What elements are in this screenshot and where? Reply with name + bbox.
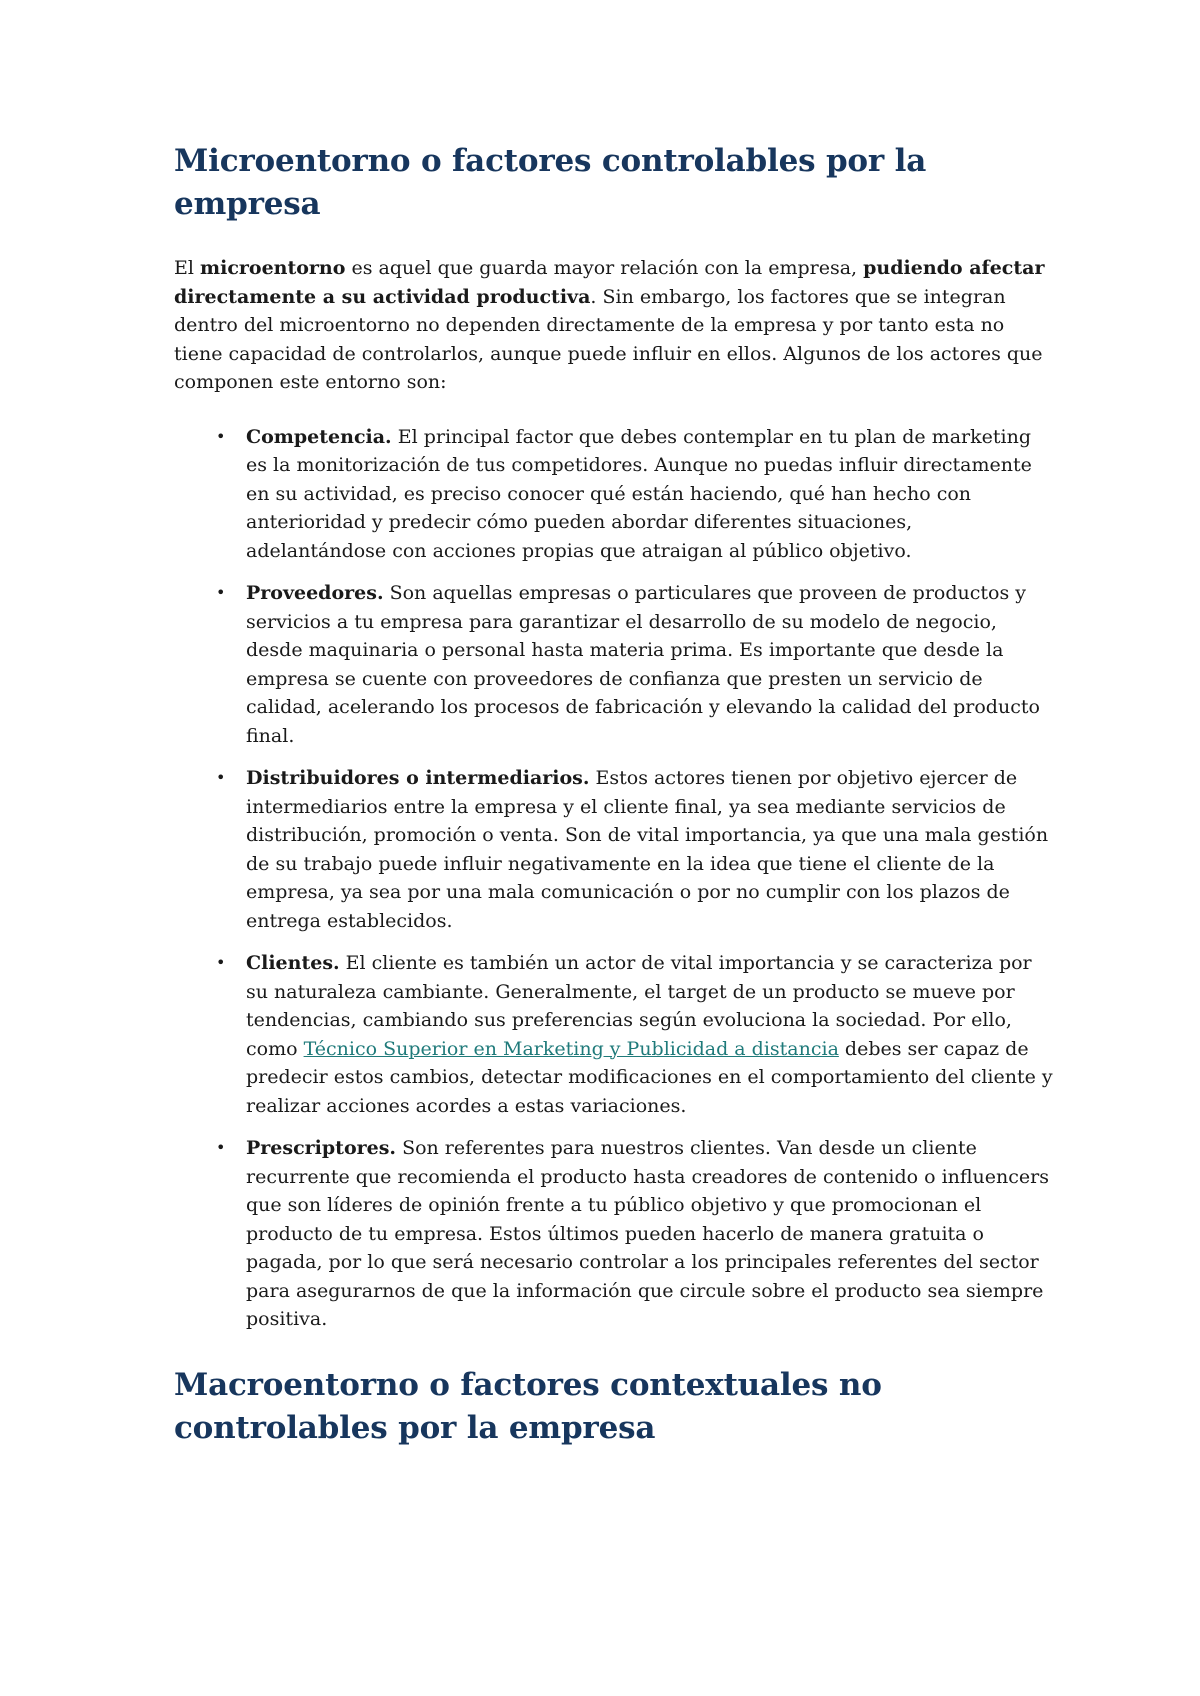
list-item-title: Distribuidores o intermediarios. — [246, 767, 590, 789]
bullet-icon: • — [216, 953, 226, 972]
list-item-prescriptores — [174, 1134, 1054, 1334]
list-item-title: Prescriptores. — [246, 1137, 397, 1159]
bullet-icon: • — [216, 426, 226, 446]
bullet-icon: • — [216, 768, 226, 787]
list-item-text: Son aquellas empresas o particulares que proveen de productos y servicios a tu empresa para garantizar el desarrollo de su modelo de negocio, desde maquinaria o personal hasta materia prima. Es importante que desde la empresa se cuente con proveedores de confianza que presten un servicio de calidad, acelerando los procesos de fabricación y elevando la calidad del producto final. — [246, 582, 1040, 747]
course-link[interactable]: Técnico Superior en Marketing y Publicidad a distancia — [303, 1037, 839, 1060]
list-item-text: El cliente es también un actor de vital importancia y se caracteriza por su naturaleza cambiante. Generalmente, el target de un producto se mueve por tendencias, cambiando sus preferencias según evoluciona la sociedad. Por ello, como — [246, 952, 1032, 1060]
intro-bold-term: microentorno — [200, 257, 346, 279]
list-item-competencia — [174, 423, 1054, 566]
actors-list — [174, 423, 1054, 1334]
intro-paragraph — [174, 254, 1054, 397]
intro-text: . Sin embargo, los factores que se integran dentro del microentorno no dependen directamente de la empresa y por tanto esta no tiene capacidad de controlarlos, aunque puede influir en ellos. Algunos de los actores que componen este entorno son: — [174, 285, 1043, 393]
list-item-text: Estos actores tienen por objetivo ejercer de intermediarios entre la empresa y el cliente final, ya sea mediante servicios de distribución, promoción o venta. Son de vital importancia, ya que una mala gestión de su trabajo puede influir negativamente en la idea que tiene el cliente de la empresa, ya sea por una mala comunicación o por no cumplir con los plazos de entrega establecidos. — [246, 767, 1049, 932]
list-item-text: debes ser capaz de predecir estos cambios, detectar modificaciones en el comportamiento del cliente y realizar acciones acordes a estas variaciones. — [246, 1037, 1053, 1117]
list-item-proveedores — [174, 579, 1054, 750]
intro-bold-phrase: pudiendo afectar directamente a su actividad productiva — [174, 257, 1045, 308]
list-item-distribuidores — [174, 764, 1054, 935]
list-item-title: Competencia. — [246, 425, 392, 448]
document-page — [174, 140, 1054, 1478]
list-item-clientes — [174, 949, 1054, 1120]
section-heading-microentorno: Microentorno o factores controlables por la empresa — [174, 143, 927, 222]
section-heading-macroentorno: Macroentorno o factores contextuales no controlables por la empresa — [174, 1366, 882, 1446]
list-item-text: El principal factor que debes contemplar en tu plan de marketing es la monitorización de tus competidores. Aunque no puedas influir directamente en su actividad, es preciso conocer qué están haciendo, qué han hecho con anterioridad y predecir cómo pueden abordar diferentes situaciones, adelantándose con acciones propias que atraigan al público objetivo. — [246, 425, 1032, 562]
bullet-icon: • — [216, 1138, 226, 1157]
bullet-icon: • — [216, 583, 226, 602]
list-item-text: Son referentes para nuestros clientes. Van desde un cliente recurrente que recomienda el producto hasta creadores de contenido o influencers que son líderes de opinión frente a tu público objetivo y que promocionan el producto de tu empresa. Estos últimos pueden hacerlo de manera gratuita o pagada, por lo que será necesario controlar a los principales referentes del sector para asegurarnos de que la información que circule sobre el producto sea siempre positiva. — [246, 1137, 1049, 1330]
list-item-title: Proveedores. — [246, 582, 384, 604]
list-item-title: Clientes. — [246, 952, 340, 974]
intro-text: es aquel que guarda mayor relación con la empresa, — [345, 257, 864, 279]
intro-text: El — [174, 257, 200, 279]
